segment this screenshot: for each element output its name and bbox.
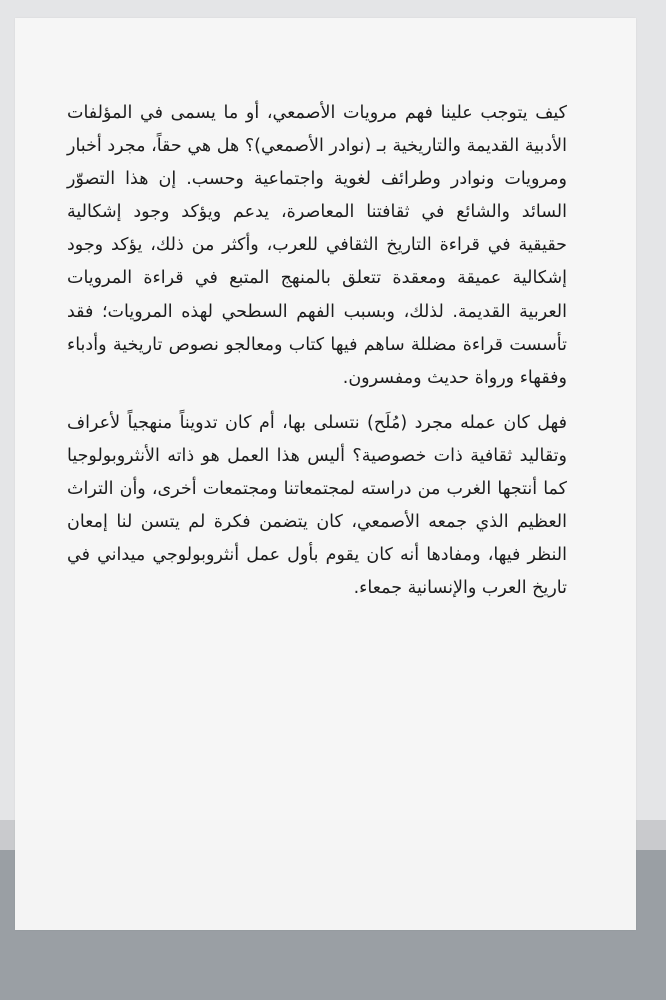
paragraph-1: كيف يتوجب علينا فهم مرويات الأصمعي، أو ما يسمى في المؤلفات الأدبية القديمة والتاريخية بـ (نوادر الأصمعي)؟ هل هي حقاً، مجرد أخبار ومرويات ونوادر وطرائف لغوية واجتماعية وحسب. إن هذا التصوّر السائد والشائع في ثقافتنا المعاصرة، يدعم ويؤكد وجود إشكالية حقيقية في قراءة التاريخ الثقافي للعرب، وأكثر من ذلك، يؤكد وجود إشكالية عميقة ومعقدة تتعلق بالمنهج المتبع في قراءة المرويات العربية القديمة. لذلك، وبسبب الفهم السطحي لهذه المرويات؛ فقد تأسست قراءة مضللة ساهم فيها كتاب ومعالجو نصوص تاريخية وأدباء وفقهاء ورواة حديث ومفسرون. (67, 103, 567, 388)
blurb-text (67, 97, 567, 605)
paragraph-2: فهل كان عمله مجرد (مُلَح) نتسلى بها، أم كان تدويناً منهجياً لأعراف وتقاليد ثقافية ذات خصوصية؟ أليس هذا العمل هو ذاته الأنثروبولوجيا كما أنتجها الغرب من دراسته لمجتمعاتنا ومجتمعات أخرى، وأن التراث العظيم الذي جمعه الأصمعي، كان يتضمن فكرة لم يتسن لنا إمعان النظر فيها، ومفادها أنه كان يقوم بأول عمل أنثروبولوجي ميداني في تاريخ العرب والإنسانية جمعاء. (67, 412, 567, 599)
